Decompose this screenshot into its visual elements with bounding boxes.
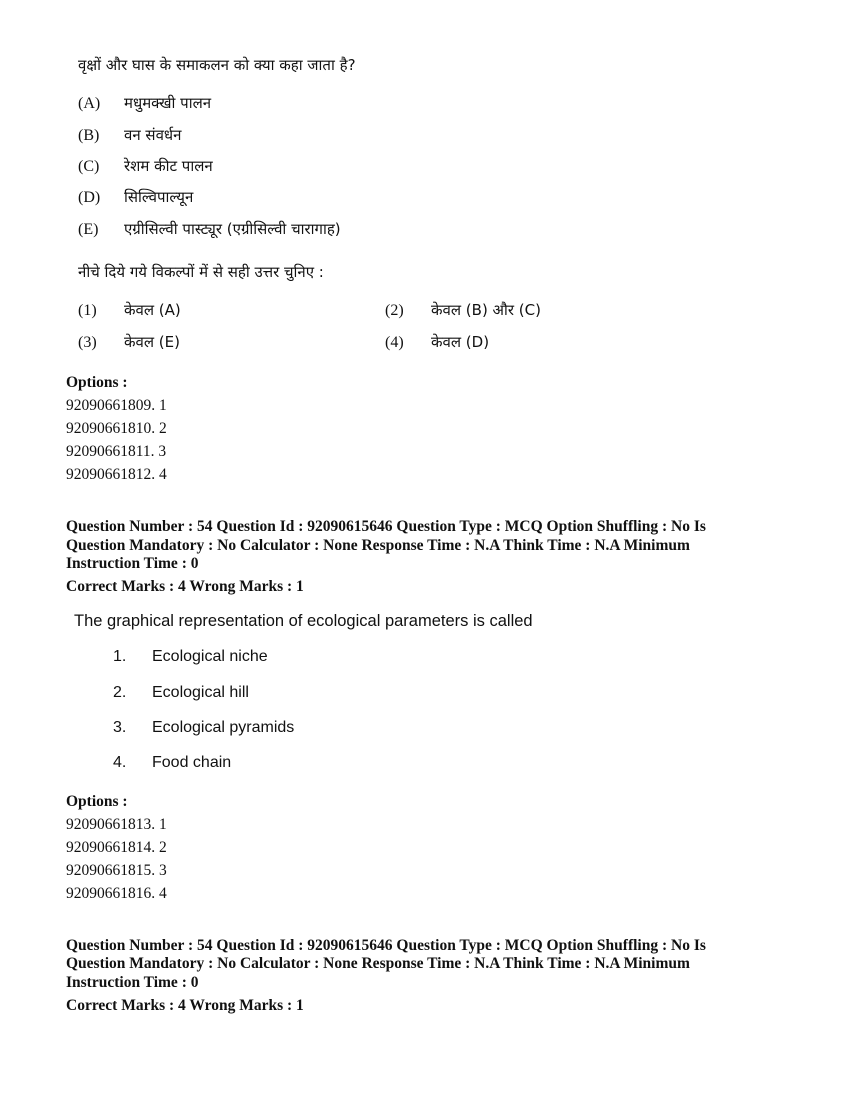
question-meta-line: Question Number : 54 Question Id : 92090615646 Question Type : MCQ Option Shuffling : No Is (66, 937, 706, 954)
marks-line: Correct Marks : 4 Wrong Marks : 1 (66, 578, 304, 595)
choice-label: (1) (78, 302, 97, 319)
option-number: 2. (113, 684, 127, 701)
choice-text: केवल (A) (124, 301, 181, 319)
option-label: (B) (78, 127, 100, 144)
option-text: Ecological hill (152, 684, 249, 701)
question-meta-line: Question Mandatory : No Calculator : None Response Time : N.A Think Time : N.A Minimum (66, 955, 690, 972)
option-text: सिल्विपाल्यून (124, 188, 194, 206)
option-number: 3. (113, 719, 127, 736)
hindi-option-b (78, 125, 181, 145)
choice-label: (3) (78, 334, 97, 351)
option-id-line: 92090661812. 4 (66, 466, 167, 483)
question-meta-line: Question Mandatory : No Calculator : None Response Time : N.A Think Time : N.A Minimum (66, 537, 690, 554)
options-heading: Options : (66, 793, 128, 810)
choice-label: (4) (385, 334, 404, 351)
options-heading: Options : (66, 374, 128, 391)
question-meta-line: Instruction Time : 0 (66, 555, 199, 572)
option-text: Ecological niche (152, 648, 268, 665)
option-label: (C) (78, 158, 100, 175)
option-text: Ecological pyramids (152, 719, 295, 736)
english-question-text: The graphical representation of ecological parameters is called (74, 612, 533, 630)
english-option-2 (113, 684, 249, 702)
option-id-line: 92090661814. 2 (66, 839, 167, 856)
option-id-line: 92090661815. 3 (66, 862, 167, 879)
english-option-3 (113, 719, 294, 737)
option-number: 1. (113, 648, 127, 665)
option-number: 4. (113, 754, 127, 771)
option-id-line: 92090661813. 1 (66, 816, 167, 833)
option-text: एग्रीसिल्वी पास्ट्यूर (एग्रीसिल्वी चारागाह) (124, 220, 341, 238)
choice-label: (2) (385, 302, 404, 319)
english-option-1 (113, 648, 268, 666)
option-text: Food chain (152, 754, 232, 771)
hindi-choice-3 (78, 332, 180, 352)
question-meta-line: Question Number : 54 Question Id : 92090615646 Question Type : MCQ Option Shuffling : No Is (66, 518, 706, 535)
choice-text: केवल (B) और (C) (431, 301, 541, 319)
question-meta-line: Instruction Time : 0 (66, 974, 199, 991)
option-text: वन संवर्धन (124, 126, 182, 144)
option-label: (E) (78, 221, 99, 238)
option-id-line: 92090661811. 3 (66, 443, 167, 460)
english-option-4 (113, 754, 231, 772)
option-id-line: 92090661816. 4 (66, 885, 167, 902)
option-text: मधुमक्खी पालन (124, 94, 212, 112)
hindi-choice-4 (385, 332, 489, 352)
marks-line: Correct Marks : 4 Wrong Marks : 1 (66, 997, 304, 1014)
hindi-choice-2 (385, 300, 541, 320)
choice-text: केवल (E) (124, 333, 180, 351)
hindi-option-d (78, 187, 193, 207)
option-id-line: 92090661809. 1 (66, 397, 167, 414)
hindi-instruction: नीचे दिये गये विकल्पों में से सही उत्तर चुनिए : (78, 263, 324, 281)
hindi-option-a (78, 93, 211, 113)
option-label: (D) (78, 189, 101, 206)
option-label: (A) (78, 95, 101, 112)
option-id-line: 92090661810. 2 (66, 420, 167, 437)
hindi-option-e (78, 219, 341, 239)
choice-text: केवल (D) (431, 333, 490, 351)
hindi-option-c (78, 156, 213, 176)
hindi-question-text: वृक्षों और घास के समाकलन को क्या कहा जाता है? (78, 56, 356, 74)
option-text: रेशम कीट पालन (124, 157, 213, 175)
hindi-choice-1 (78, 300, 181, 320)
